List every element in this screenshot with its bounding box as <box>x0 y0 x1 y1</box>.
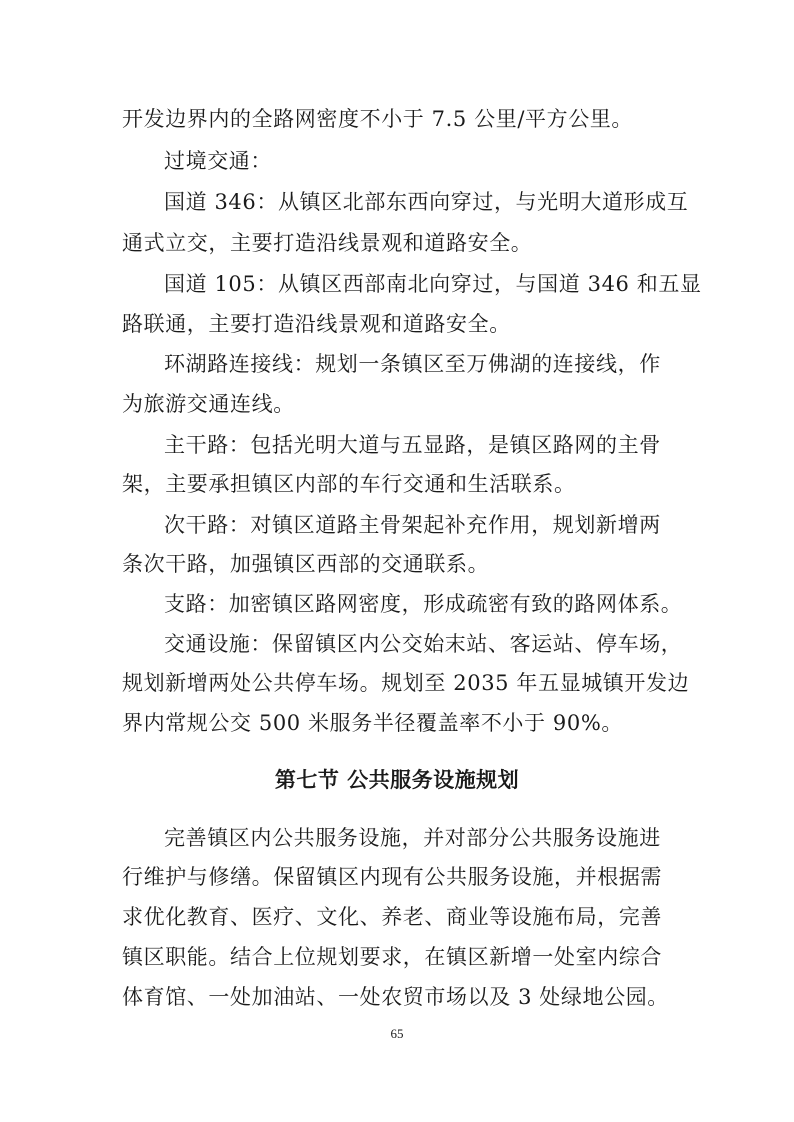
body-line: 交通设施：保留镇区内公交始末站、客运站、停车场， <box>164 632 683 656</box>
body-line: 开发边界内的全路网密度不小于 7.5 公里/平方公里。 <box>122 107 634 131</box>
body-line: 次干路：对镇区道路主骨架起补充作用，规划新增两 <box>164 513 661 537</box>
body-line: 过境交通： <box>164 149 272 173</box>
body-line: 支路：加密镇区路网密度，形成疏密有致的路网体系。 <box>164 592 683 616</box>
body-line: 行维护与修缮。保留镇区内现有公共服务设施，并根据需 <box>122 865 662 889</box>
body-line: 完善镇区内公共服务设施，并对部分公共服务设施进 <box>164 826 661 850</box>
body-line: 通式立交，主要打造沿线景观和道路安全。 <box>122 231 533 255</box>
body-line: 规划新增两处公共停车场。规划至 2035 年五显城镇开发边 <box>122 671 690 695</box>
body-line: 主干路：包括光明大道与五显路，是镇区路网的主骨 <box>164 433 661 457</box>
body-line: 条次干路，加强镇区西部的交通联系。 <box>122 552 490 576</box>
body-line: 镇区职能。结合上位规划要求，在镇区新增一处室内综合 <box>122 945 662 969</box>
body-line: 体育馆、一处加油站、一处农贸市场以及 3 处绿地公园。 <box>122 985 669 1009</box>
page-number: 65 <box>390 1026 404 1041</box>
body-line: 为旅游交通连线。 <box>122 392 295 416</box>
body-line: 国道 346：从镇区北部东西向穿过，与光明大道形成互 <box>164 190 689 214</box>
body-line: 架，主要承担镇区内部的车行交通和生活联系。 <box>122 472 576 496</box>
body-line: 国道 105：从镇区西部南北向穿过，与国道 346 和五显 <box>164 272 702 296</box>
section-heading: 第七节 公共服务设施规划 <box>274 768 520 792</box>
body-line: 环湖路连接线：规划一条镇区至万佛湖的连接线，作 <box>164 352 661 376</box>
body-line: 路联通，主要打造沿线景观和道路安全。 <box>122 312 511 336</box>
body-line: 界内常规公交 500 米服务半径覆盖率不小于 90%。 <box>122 711 623 735</box>
body-line: 求优化教育、医疗、文化、养老、商业等设施布局，完善 <box>122 905 662 929</box>
